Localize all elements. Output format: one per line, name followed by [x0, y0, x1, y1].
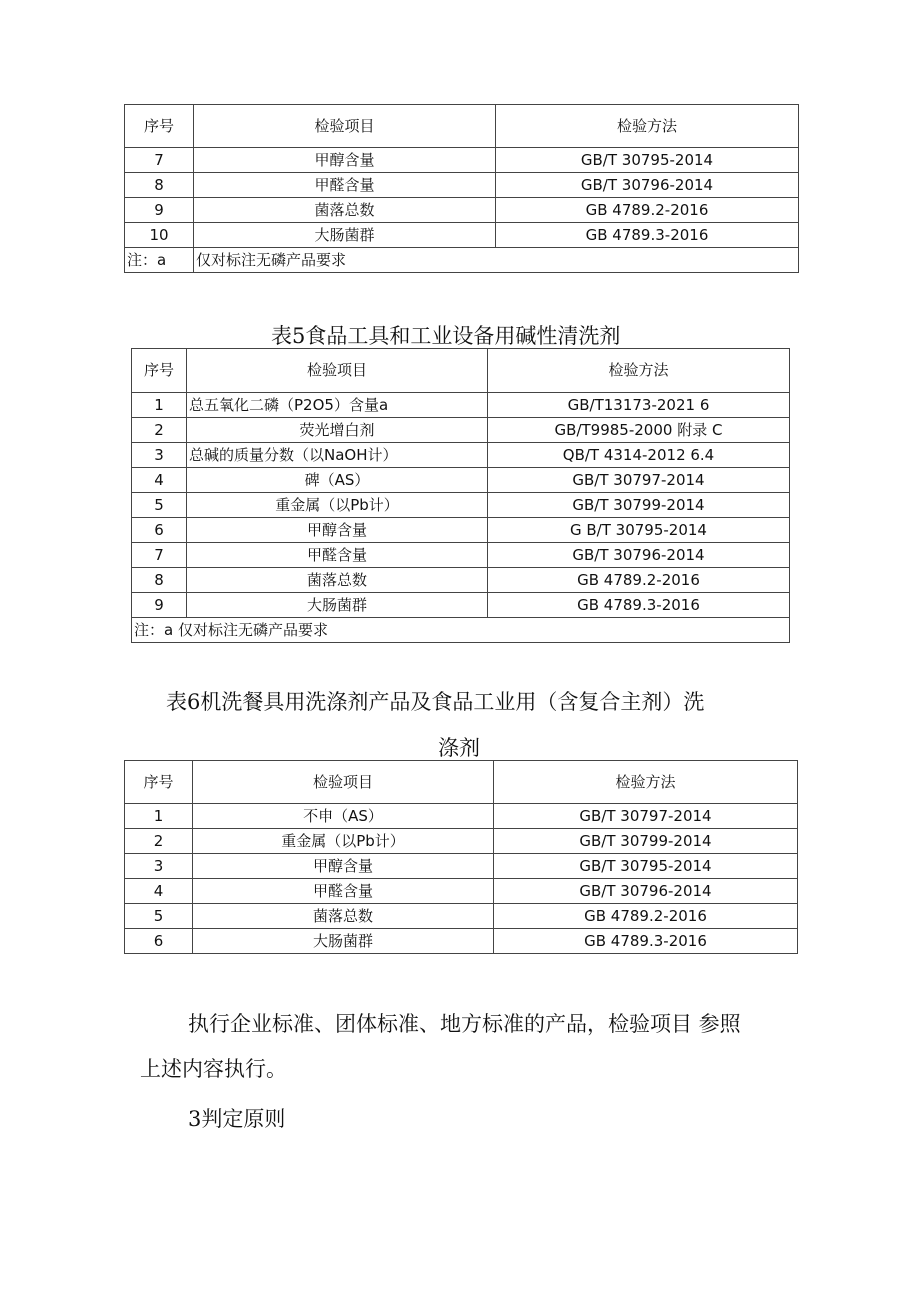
row-item: 甲醇含量 [193, 854, 494, 879]
row-item: 甲醇含量 [194, 148, 496, 173]
row-seq: 9 [125, 198, 194, 223]
row-method: GB 4789.3-2016 [488, 593, 790, 618]
header-item: 检验项目 [193, 761, 494, 804]
table-top [124, 104, 799, 273]
table-row [132, 418, 790, 443]
row-method: GB/T 30799-2014 [494, 829, 798, 854]
row-item: 碑（AS） [187, 468, 488, 493]
header-seq: 序号 [125, 761, 193, 804]
table5-note: 注：a 仅对标注无磷产品要求 [132, 618, 790, 643]
row-item: 重金属（以Pb计） [187, 493, 488, 518]
row-method: GB 4789.2-2016 [496, 198, 799, 223]
row-item: 甲醛含量 [193, 879, 494, 904]
table6 [124, 760, 798, 954]
row-seq: 1 [132, 393, 187, 418]
table-row [125, 854, 798, 879]
row-method: GB/T 30796-2014 [496, 173, 799, 198]
row-item: 大肠菌群 [194, 223, 496, 248]
row-item: 菌落总数 [187, 568, 488, 593]
row-seq: 3 [125, 854, 193, 879]
table-row [125, 929, 798, 954]
table-row [125, 804, 798, 829]
note-label: 注：a [125, 248, 194, 273]
row-method: GB/T 30796-2014 [488, 543, 790, 568]
table-row [125, 173, 799, 198]
header-item: 检验项目 [194, 105, 496, 148]
row-method: GB 4789.3-2016 [496, 223, 799, 248]
row-item: 菌落总数 [193, 904, 494, 929]
row-item: 重金属（以Pb计） [193, 829, 494, 854]
row-method: GB/T 30795-2014 [494, 854, 798, 879]
row-item: 甲醇含量 [187, 518, 488, 543]
table-row [125, 223, 799, 248]
table-row [125, 148, 799, 173]
row-method: GB/T 30797-2014 [494, 804, 798, 829]
table5 [131, 348, 790, 643]
table6-caption-line1: 表6机洗餐具用洗涤剂产品及食品工业用（含复合主剂）洗 [166, 690, 705, 714]
section-heading: 3判定原则 [188, 1107, 286, 1131]
header-method: 检验方法 [496, 105, 799, 148]
row-method: GB/T 30799-2014 [488, 493, 790, 518]
table-row [132, 543, 790, 568]
table-row [125, 198, 799, 223]
row-seq: 3 [132, 443, 187, 468]
row-method: GB/T9985-2000 附录 C [488, 418, 790, 443]
table-row [125, 879, 798, 904]
header-item: 检验项目 [187, 349, 488, 393]
row-method: GB/T 30796-2014 [494, 879, 798, 904]
note-text: 仅对标注无磷产品要求 [194, 248, 799, 273]
table6-caption-line2: 涤剂 [438, 736, 480, 760]
row-method: GB/T13173-2021 6 [488, 393, 790, 418]
row-method: QB/T 4314-2012 6.4 [488, 443, 790, 468]
row-seq: 6 [125, 929, 193, 954]
row-seq: 5 [132, 493, 187, 518]
table-row [125, 904, 798, 929]
table-row [132, 593, 790, 618]
row-seq: 6 [132, 518, 187, 543]
row-item: 不申（AS） [193, 804, 494, 829]
row-seq: 4 [125, 879, 193, 904]
row-method: GB 4789.3-2016 [494, 929, 798, 954]
row-method: GB 4789.2-2016 [488, 568, 790, 593]
header-method: 检验方法 [494, 761, 798, 804]
row-method: GB/T 30797-2014 [488, 468, 790, 493]
table-row [132, 493, 790, 518]
row-method: GB 4789.2-2016 [494, 904, 798, 929]
row-seq: 5 [125, 904, 193, 929]
row-seq: 2 [125, 829, 193, 854]
header-method: 检验方法 [488, 349, 790, 393]
row-item: 菌落总数 [194, 198, 496, 223]
body-paragraph-line2: 上述内容执行。 [140, 1057, 287, 1081]
row-seq: 7 [125, 148, 194, 173]
row-method: G B/T 30795-2014 [488, 518, 790, 543]
table-row [132, 568, 790, 593]
row-method: GB/T 30795-2014 [496, 148, 799, 173]
row-seq: 10 [125, 223, 194, 248]
row-item: 总碱的质量分数（以NaOH计） [187, 443, 488, 468]
table-row [125, 829, 798, 854]
row-seq: 8 [125, 173, 194, 198]
row-item: 甲醛含量 [194, 173, 496, 198]
row-seq: 9 [132, 593, 187, 618]
row-seq: 7 [132, 543, 187, 568]
body-paragraph-line1: 执行企业标准、团体标准、地方标准的产品，检验项目 参照 [188, 1012, 741, 1036]
row-item: 大肠菌群 [187, 593, 488, 618]
row-seq: 1 [125, 804, 193, 829]
row-seq: 8 [132, 568, 187, 593]
table-row [132, 443, 790, 468]
table-row [132, 393, 790, 418]
row-seq: 2 [132, 418, 187, 443]
table5-caption: 表5食品工具和工业设备用碱性清洗剂 [271, 324, 621, 348]
header-seq: 序号 [125, 105, 194, 148]
table-row [132, 518, 790, 543]
row-seq: 4 [132, 468, 187, 493]
row-item: 甲醛含量 [187, 543, 488, 568]
row-item: 大肠菌群 [193, 929, 494, 954]
header-seq: 序号 [132, 349, 187, 393]
table-row [132, 468, 790, 493]
row-item: 荧光增白剂 [187, 418, 488, 443]
row-item: 总五氧化二磷（P2O5）含量a [187, 393, 488, 418]
